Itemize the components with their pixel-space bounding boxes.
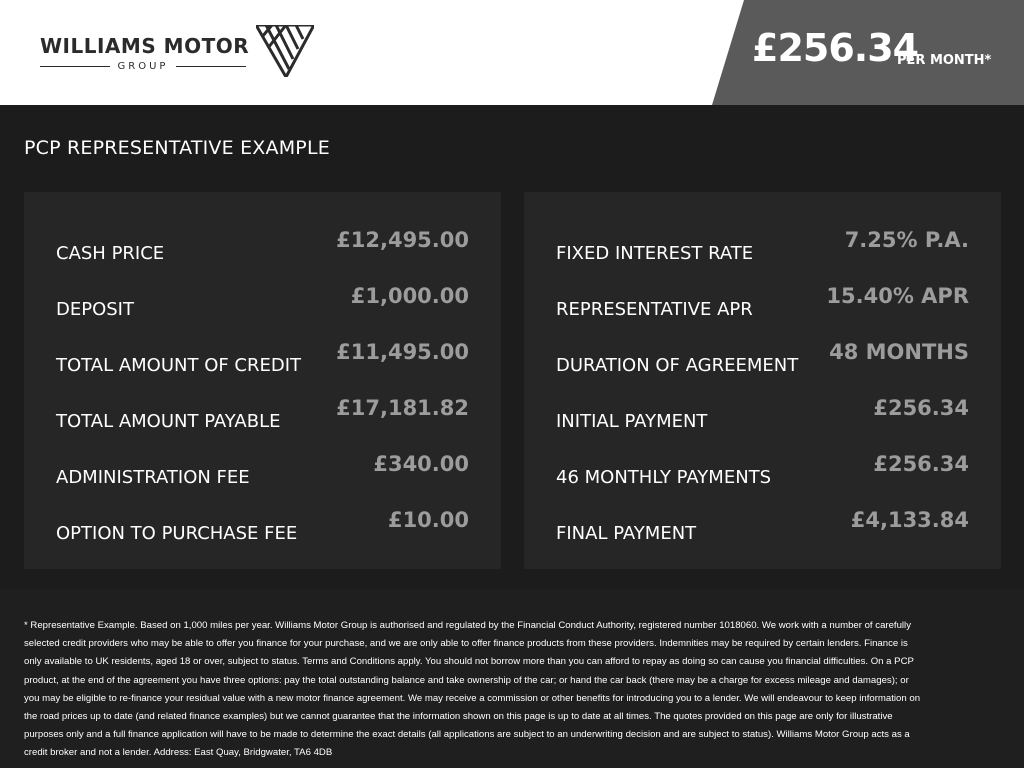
brand-rule-left (40, 66, 110, 67)
row-value: £4,133.84 (850, 508, 969, 532)
finance-row (556, 284, 969, 324)
row-value: £10.00 (387, 508, 469, 532)
row-value: 7.25% P.A. (844, 228, 969, 252)
brand-mark-icon (256, 25, 314, 77)
finance-row (56, 508, 469, 548)
row-label: TOTAL AMOUNT OF CREDIT (56, 355, 302, 376)
finance-row (56, 284, 469, 324)
monthly-price: £256.34 (752, 26, 919, 70)
section-title: PCP REPRESENTATIVE EXAMPLE (24, 137, 330, 159)
row-label: DEPOSIT (56, 299, 134, 320)
row-label: 46 MONTHLY PAYMENTS (556, 467, 772, 488)
brand-subtitle-row (40, 61, 246, 72)
row-label: TOTAL AMOUNT PAYABLE (56, 411, 281, 432)
row-value: £256.34 (873, 396, 969, 420)
brand-subtitle: GROUP (117, 61, 169, 72)
finance-panel-left (24, 192, 501, 569)
row-label: FIXED INTEREST RATE (556, 243, 754, 264)
finance-row (556, 508, 969, 548)
row-label: OPTION TO PURCHASE FEE (56, 523, 298, 544)
finance-row (56, 396, 469, 436)
finance-row (56, 340, 469, 380)
finance-row (556, 396, 969, 436)
finance-row (556, 340, 969, 380)
row-value: £256.34 (873, 452, 969, 476)
row-value: 48 MONTHS (829, 340, 969, 364)
row-value: £340.00 (373, 452, 469, 476)
row-value: £12,495.00 (336, 228, 469, 252)
row-label: CASH PRICE (56, 243, 165, 264)
row-value: £17,181.82 (336, 396, 469, 420)
per-month-label: PER MONTH* (897, 53, 992, 68)
finance-row (556, 228, 969, 268)
row-label: REPRESENTATIVE APR (556, 299, 753, 320)
brand-logo[interactable] (40, 24, 330, 84)
row-label: DURATION OF AGREEMENT (556, 355, 799, 376)
row-label: ADMINISTRATION FEE (56, 467, 250, 488)
finance-row (56, 228, 469, 268)
row-value: £11,495.00 (336, 340, 469, 364)
row-label: INITIAL PAYMENT (556, 411, 708, 432)
finance-disclaimer: * Representative Example. Based on 1,000 miles per year. Williams Motor Group is authorised and regulated by the Financial Conduct Authority, registered number 1018060. We work with a number of carefully selected credit providers who may be able to offer you finance for your purchase, and we are only able to offer finance products from these providers. Indemnities may be required by certain lenders. Finance is only available to UK residents, aged 18 or over, subject to status. Terms and Conditions apply. You should not borrow more than you can afford to repay as doing so can cause you financial difficulties. On a PCP product, at the end of the agreement you have three options: pay the total outstanding balance and take ownership of the car; or hand the car back (there may be a charge for excess mileage and damages); or you may be eligible to re-finance your residual value with a new motor finance agreement. We may receive a commission or other benefits for introducing you to a lender. We will endeavour to keep information on the road prices up to date (and related finance examples) but we cannot guarantee that the information shown on this page is up to date at all times. The quotes provided on this page are only for illustrative purposes only and a full finance application will have to be made to determine the exact details (all applications are subject to an underwriting decision and are subject to status). Williams Motor Group acts as a credit broker and not a lender. Address: East Quay, Bridgwater, TA6 4DB (24, 620, 921, 759)
row-label: FINAL PAYMENT (556, 523, 697, 544)
row-value: 15.40% APR (826, 284, 969, 308)
finance-row (56, 452, 469, 492)
finance-row (556, 452, 969, 492)
brand-rule-right (176, 66, 246, 67)
finance-panel-right (524, 192, 1001, 569)
row-value: £1,000.00 (350, 284, 469, 308)
brand-name: WILLIAMS MOTOR (40, 34, 250, 58)
